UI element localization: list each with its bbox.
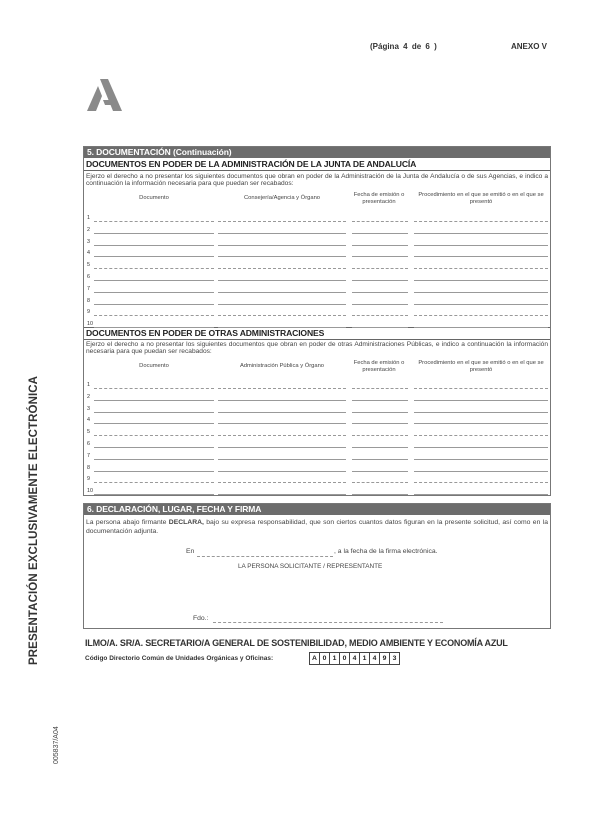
page-close: ): [434, 42, 437, 51]
table-cell-field[interactable]: [94, 304, 214, 305]
row-number: 7: [87, 285, 90, 292]
table-cell-field[interactable]: [218, 256, 346, 257]
table-cell-field[interactable]: [352, 245, 408, 246]
table-cell-field[interactable]: [352, 400, 408, 401]
table-cell-field[interactable]: [414, 304, 548, 305]
directory-code: [310, 652, 400, 665]
table-cell-field[interactable]: [414, 494, 548, 495]
table-cell-field[interactable]: [218, 435, 346, 436]
row-number: 5: [87, 262, 90, 269]
declara-word: DECLARA,: [168, 519, 204, 526]
code-digit: 9: [379, 652, 390, 665]
col-header-procedimiento-otras: Procedimiento en el que se emitió o en el que se presentó: [418, 360, 544, 373]
col-header-fecha-otras: Fecha de emisión o presentación: [353, 360, 405, 373]
table-cell-field[interactable]: [94, 268, 214, 269]
directory-code-label: Código Directorio Común de Unidades Orgánicas y Oficinas:: [85, 655, 274, 662]
table-cell-field[interactable]: [218, 459, 346, 460]
table-cell-field[interactable]: [94, 400, 214, 401]
otras-intro-text: Ejerzo el derecho a no presentar los siguientes documentos que obran en poder de otras Administraciones Públicas, e indico a continuación la información necesaria para que puedan ser recabados:: [86, 341, 548, 356]
row-number: 3: [87, 405, 90, 412]
table-cell-field[interactable]: [414, 268, 548, 269]
table-cell-field[interactable]: [414, 412, 548, 413]
table-cell-field[interactable]: [414, 388, 548, 389]
table-cell-field[interactable]: [352, 412, 408, 413]
signature-field[interactable]: [213, 622, 443, 623]
declaration-text-before: La persona abajo firmante: [86, 519, 167, 526]
page-total: 6: [425, 42, 430, 51]
table-cell-field[interactable]: [218, 471, 346, 472]
row-number: 2: [87, 226, 90, 233]
junta-documents-subtitle: DOCUMENTOS EN PODER DE LA ADMINISTRACIÓN DE LA JUNTA DE ANDALUCÍA: [84, 159, 550, 171]
table-cell-field[interactable]: [218, 268, 346, 269]
otras-documents-subtitle: DOCUMENTOS EN PODER DE OTRAS ADMINISTRACIONES: [84, 327, 550, 340]
table-cell-field[interactable]: [218, 292, 346, 293]
table-cell-field[interactable]: [94, 233, 214, 234]
table-cell-field[interactable]: [94, 435, 214, 436]
table-cell-field[interactable]: [352, 447, 408, 448]
table-cell-field[interactable]: [94, 459, 214, 460]
table-cell-field[interactable]: [352, 304, 408, 305]
page-of: de: [411, 42, 422, 51]
signature-label: Fdo.:: [193, 615, 209, 622]
col-header-procedimiento: Procedimiento en el que se emitió o en el que se presentó: [418, 192, 544, 205]
page-number: [370, 42, 439, 51]
table-cell-field[interactable]: [218, 280, 346, 281]
form-code: 005837/A04: [53, 726, 60, 764]
section-declaration: [83, 503, 551, 629]
table-cell-field[interactable]: [94, 412, 214, 413]
table-cell-field[interactable]: [218, 233, 346, 234]
code-digit: 0: [339, 652, 350, 665]
declaration-text-after: bajo su expresa responsabilidad, que son ciertos cuantos datos figuran en la presente solicitud, así como en la documentación adjunta.: [86, 519, 548, 535]
col-header-administracion: Administración Pública y Órgano: [239, 363, 325, 369]
table-cell-field[interactable]: [218, 447, 346, 448]
table-cell-field[interactable]: [352, 256, 408, 257]
table-cell-field[interactable]: [218, 412, 346, 413]
table-cell-field[interactable]: [352, 268, 408, 269]
col-header-consejeria: Consejería/Agencia y Órgano: [243, 195, 321, 201]
table-cell-field[interactable]: [352, 494, 408, 495]
row-number: 5: [87, 429, 90, 436]
code-digit: 1: [329, 652, 340, 665]
table-cell-field[interactable]: [414, 280, 548, 281]
place-label: En: [186, 548, 195, 555]
table-cell-field[interactable]: [352, 280, 408, 281]
junta-logo-icon: [84, 78, 124, 112]
table-cell-field[interactable]: [414, 256, 548, 257]
page-label: (Página: [370, 42, 399, 51]
code-digit: 1: [359, 652, 370, 665]
table-cell-field[interactable]: [352, 459, 408, 460]
table-cell-field[interactable]: [414, 447, 548, 448]
table-cell-field[interactable]: [94, 280, 214, 281]
code-digit: A: [309, 652, 320, 665]
table-cell-field[interactable]: [352, 435, 408, 436]
table-cell-field[interactable]: [94, 221, 214, 222]
col-header-documento: Documento: [139, 195, 169, 201]
row-number: 6: [87, 441, 90, 447]
code-digit: 4: [349, 652, 360, 665]
table-cell-field[interactable]: [94, 494, 214, 495]
table-cell-field[interactable]: [352, 233, 408, 234]
table-cell-field[interactable]: [218, 304, 346, 305]
table-cell-field[interactable]: [94, 256, 214, 257]
table-cell-field[interactable]: [94, 315, 214, 316]
table-cell-field[interactable]: [94, 327, 214, 328]
section-documentation: [83, 146, 551, 496]
table-cell-field[interactable]: [218, 494, 346, 495]
table-cell-field[interactable]: [414, 435, 548, 436]
junta-intro-text: Ejerzo el derecho a no presentar los siguientes documentos que obran en poder de la Administración de la Junta de Andalucía o de sus Agencias, e indico a continuación la información necesaria para que puedan ser recabados:: [86, 173, 548, 188]
table-cell-field[interactable]: [352, 471, 408, 472]
table-cell-field[interactable]: [414, 400, 548, 401]
table-cell-field[interactable]: [414, 233, 548, 234]
table-cell-field[interactable]: [352, 327, 408, 328]
table-cell-field[interactable]: [94, 245, 214, 246]
table-cell-field[interactable]: [352, 482, 408, 483]
table-cell-field[interactable]: [218, 423, 346, 424]
row-number: 4: [87, 250, 90, 257]
row-number: 10: [87, 488, 93, 495]
table-cell-field[interactable]: [94, 471, 214, 472]
table-cell-field[interactable]: [94, 482, 214, 483]
electronic-presentation-vertical-text: PRESENTACIÓN EXCLUSIVAMENTE ELECTRÓNICA: [28, 375, 40, 665]
col-header-documento-otras: Documento: [139, 363, 169, 369]
page-current: 4: [403, 42, 408, 51]
col-header-fecha: Fecha de emisión o presentación: [353, 192, 405, 205]
row-number: 10: [87, 321, 93, 328]
table-cell-field[interactable]: [414, 459, 548, 460]
table-cell-field[interactable]: [218, 327, 346, 328]
table-cell-field[interactable]: [218, 245, 346, 246]
table-cell-field[interactable]: [218, 221, 346, 222]
code-digit: 4: [369, 652, 380, 665]
addressee: ILMO/A. SR/A. SECRETARIO/A GENERAL DE SOSTENIBILIDAD, MEDIO AMBIENTE Y ECONOMÍA AZUL: [85, 638, 508, 648]
table-cell-field[interactable]: [414, 482, 548, 483]
table-cell-field[interactable]: [218, 388, 346, 389]
row-number: 1: [87, 215, 90, 221]
table-cell-field[interactable]: [414, 221, 548, 222]
table-cell-field[interactable]: [414, 471, 548, 472]
table-cell-field[interactable]: [94, 388, 214, 389]
code-digit: 0: [319, 652, 330, 665]
row-number: 1: [87, 382, 90, 388]
place-field[interactable]: [197, 556, 333, 557]
row-number: 8: [87, 464, 90, 471]
declaration-text: [86, 519, 548, 536]
table-cell-field[interactable]: [414, 327, 548, 328]
row-number: 9: [87, 476, 90, 483]
table-cell-field[interactable]: [352, 423, 408, 424]
code-digit: 3: [389, 652, 400, 665]
row-number: 6: [87, 274, 90, 280]
table-cell-field[interactable]: [352, 221, 408, 222]
row-number: 8: [87, 297, 90, 304]
annex-label: ANEXO V: [511, 42, 548, 51]
row-number: 2: [87, 393, 90, 400]
table-cell-field[interactable]: [94, 447, 214, 448]
section-5-title: 5. DOCUMENTACIÓN (Continuación): [84, 147, 550, 158]
table-cell-field[interactable]: [414, 245, 548, 246]
table-cell-field[interactable]: [352, 388, 408, 389]
table-cell-field[interactable]: [218, 315, 346, 316]
table-cell-field[interactable]: [414, 423, 548, 424]
table-cell-field[interactable]: [352, 315, 408, 316]
row-number: 4: [87, 417, 90, 424]
table-cell-field[interactable]: [218, 400, 346, 401]
table-cell-field[interactable]: [352, 292, 408, 293]
table-cell-field[interactable]: [414, 292, 548, 293]
table-cell-field[interactable]: [414, 315, 548, 316]
row-number: 9: [87, 309, 90, 316]
date-text: , a la fecha de la firma electrónica.: [334, 548, 438, 555]
table-cell-field[interactable]: [218, 482, 346, 483]
row-number: 3: [87, 238, 90, 245]
signer-role: LA PERSONA SOLICITANTE / REPRESENTANTE: [238, 563, 383, 570]
row-number: 7: [87, 452, 90, 459]
table-cell-field[interactable]: [94, 423, 214, 424]
section-6-title: 6. DECLARACIÓN, LUGAR, FECHA Y FIRMA: [84, 504, 550, 515]
table-cell-field[interactable]: [94, 292, 214, 293]
